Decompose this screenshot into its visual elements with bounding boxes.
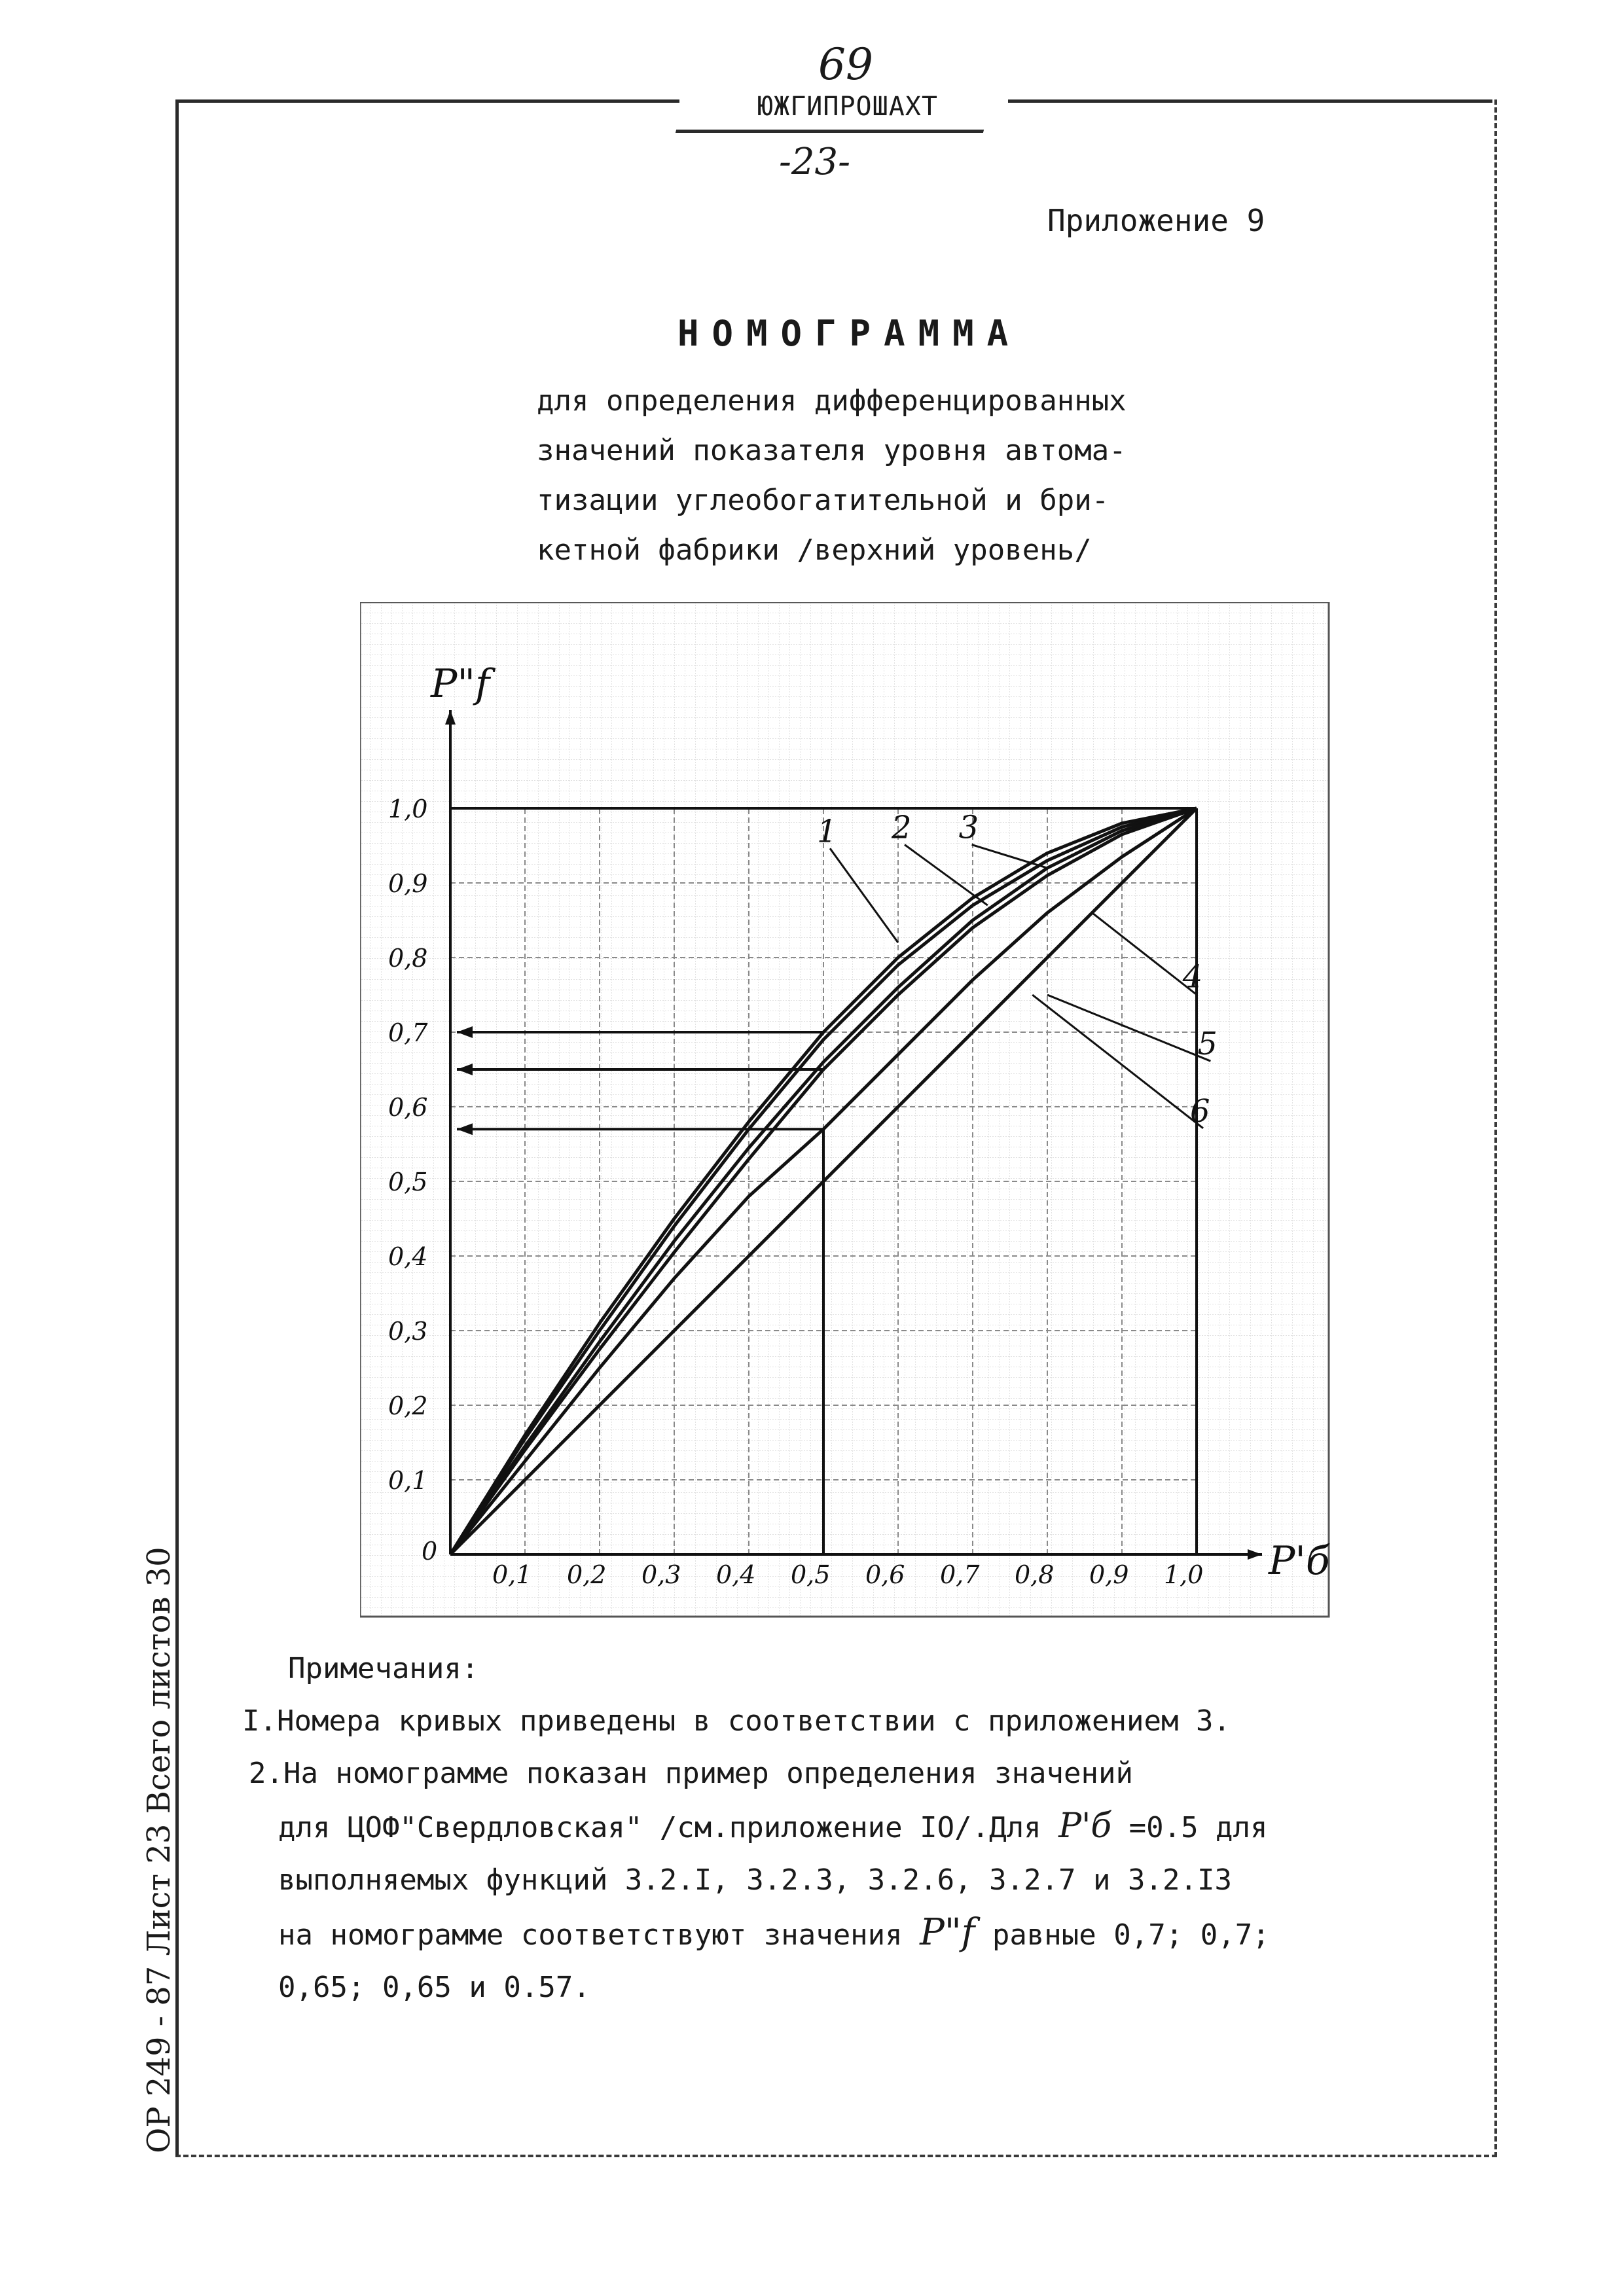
- curve-label-1: 1: [817, 813, 837, 850]
- curve-label-2: 2: [892, 809, 912, 846]
- note-text: для ЦОФ"Свердловская" /см.приложение IO/.Для: [278, 1811, 1041, 1844]
- origin-label: 0: [422, 1537, 438, 1566]
- x-tick-label: 0,6: [865, 1560, 905, 1589]
- x-tick-label: 1,0: [1164, 1560, 1204, 1589]
- note-item-2-line-3: выполняемых функций 3.2.I, 3.2.3, 3.2.6, 3.2.7 и 3.2.I3: [278, 1863, 1232, 1897]
- x-tick-label: 0,2: [567, 1560, 607, 1589]
- x-tick-label: 0,3: [641, 1560, 681, 1589]
- x-tick-label: 0,7: [940, 1560, 980, 1589]
- y-tick-label: 0,5: [388, 1168, 428, 1196]
- y-tick-label: 0,8: [388, 944, 428, 973]
- y-tick-label: 1,0: [388, 795, 428, 823]
- x-tick-label: 0,9: [1089, 1560, 1129, 1589]
- appendix-label: Приложение 9: [1047, 203, 1265, 238]
- note-text: равные 0,7; 0,7;: [992, 1918, 1270, 1952]
- sheet-number: -23-: [779, 141, 851, 183]
- x-tick-label: 0,1: [492, 1560, 532, 1589]
- subtitle-line: для определения дифференцированных: [537, 384, 1127, 418]
- notes-section: [242, 1643, 1486, 2014]
- subtitle-line: значений показателя уровня автома-: [537, 434, 1127, 467]
- y-tick-label: 0,7: [388, 1018, 428, 1047]
- organization-stamp: ЮЖГИПРОШАХТ: [757, 92, 938, 122]
- x-axis-label: P'б: [1269, 1538, 1330, 1584]
- note-item-2-line-4: [242, 1907, 1486, 1962]
- handwritten-page-number: 69: [818, 39, 873, 90]
- document-subtitle: [537, 376, 1309, 575]
- x-tick-label: 0,5: [791, 1560, 831, 1589]
- symbol-p-f: P"f: [920, 1911, 975, 1954]
- subtitle-line: кетной фабрики /верхний уровень/: [537, 533, 1092, 567]
- x-tick-label: 0,8: [1015, 1560, 1055, 1589]
- y-tick-label: 0,6: [388, 1093, 428, 1122]
- y-tick-label: 0,9: [388, 869, 428, 898]
- curve-label-6: 6: [1190, 1092, 1210, 1130]
- note-item-2-line-1: 2.На номограмме показан пример определения значений: [249, 1757, 1134, 1790]
- y-tick-label: 0,3: [388, 1317, 428, 1346]
- notes-heading: Примечания:: [288, 1652, 479, 1685]
- side-document-code: ОР 249 - 87 Лист 23 Всего листов 30: [141, 1547, 177, 2153]
- nomogram-chart: [360, 602, 1342, 1623]
- y-tick-label: 0,2: [388, 1391, 428, 1420]
- note-item-2-line-5: 0,65; 0,65 и 0.57.: [278, 1971, 590, 2004]
- subtitle-line: тизации углеобогатительной и бри-: [537, 484, 1110, 517]
- symbol-p-b: P'б: [1058, 1806, 1112, 1846]
- note-text: =0.5 для: [1128, 1811, 1268, 1844]
- note-item-1: I.Номера кривых приведены в соответствии с приложением 3.: [242, 1704, 1231, 1738]
- x-tick-label: 0,4: [716, 1560, 756, 1589]
- curve-label-5: 5: [1197, 1026, 1218, 1063]
- y-tick-label: 0,4: [388, 1242, 428, 1271]
- frame-top-left: [175, 99, 679, 103]
- document-title: НОМОГРАММА: [677, 313, 1022, 354]
- curve-label-3: 3: [958, 809, 979, 846]
- y-tick-label: 0,1: [388, 1466, 428, 1495]
- note-item-2-line-2: [242, 1800, 1486, 1854]
- frame-top-right: [1008, 99, 1492, 103]
- curve-label-4: 4: [1182, 958, 1203, 996]
- y-axis-label: P"f: [431, 661, 490, 707]
- note-text: на номограмме соответствуют значения: [278, 1918, 903, 1952]
